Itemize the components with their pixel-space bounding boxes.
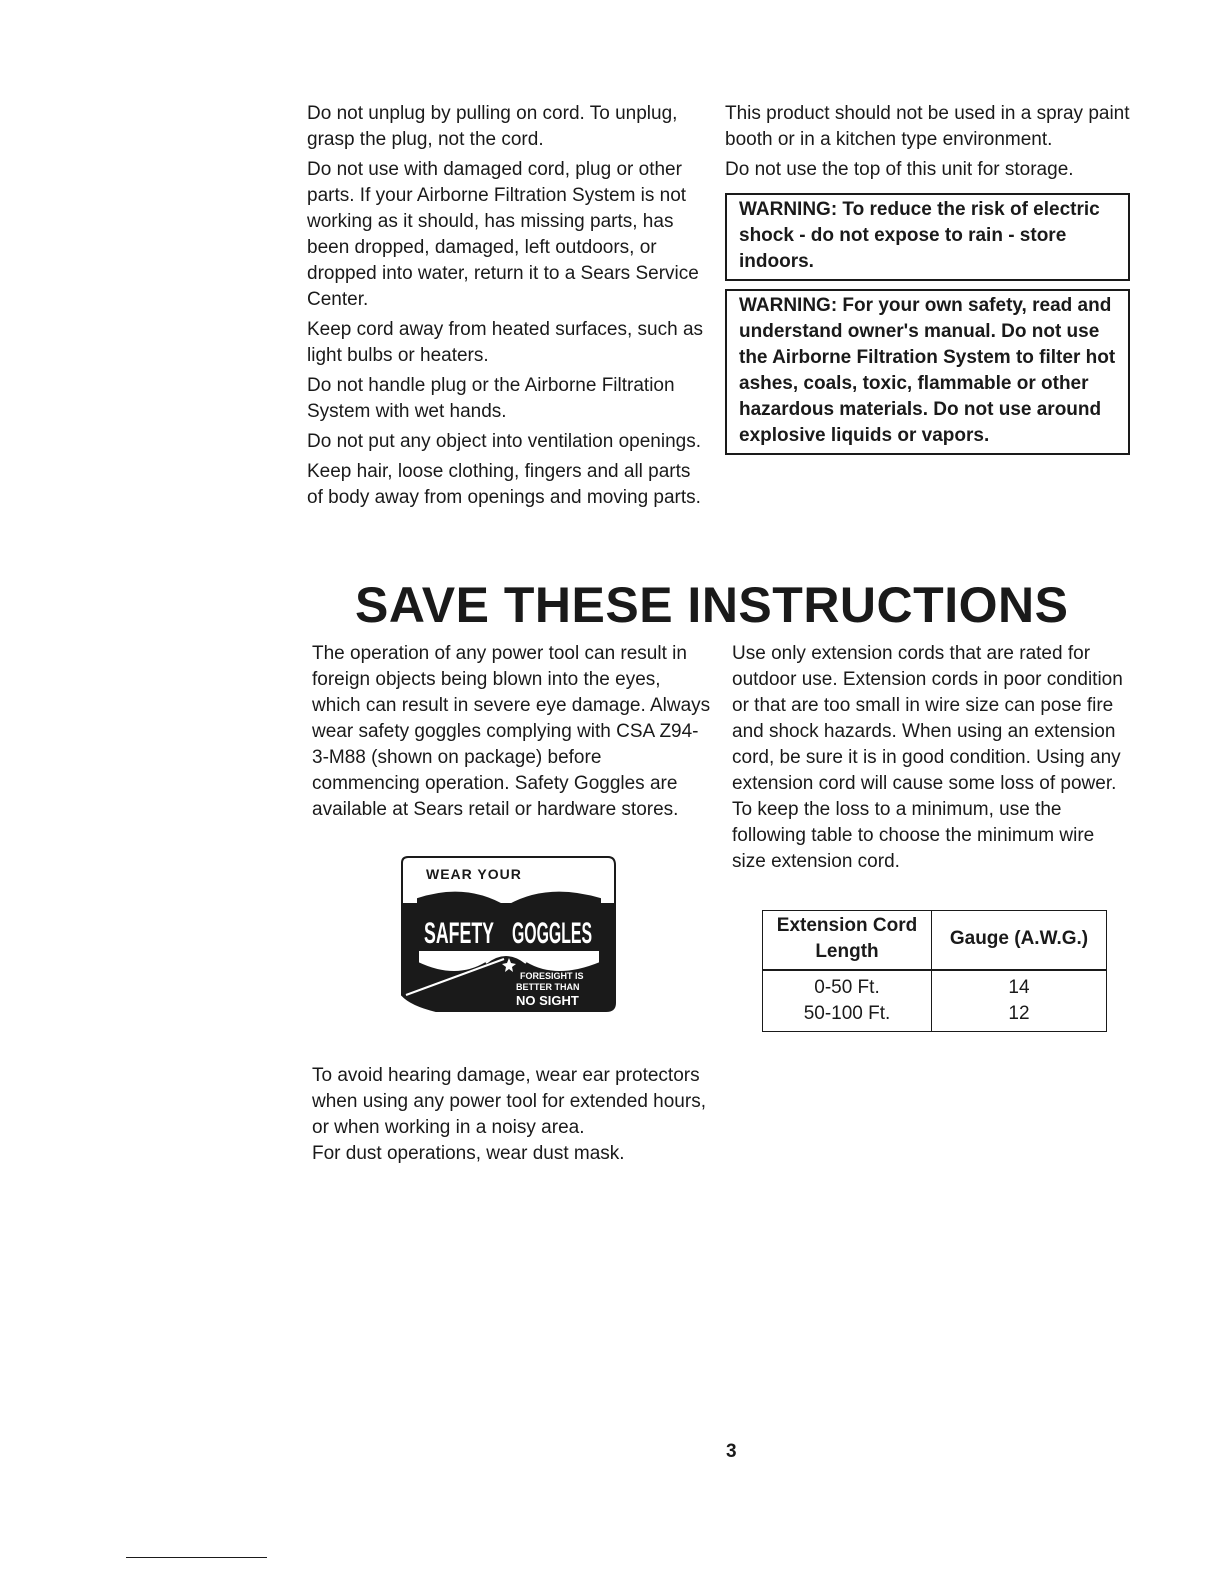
logo-slogan-line-3: NO SIGHT — [516, 993, 579, 1008]
safety-goggles-logo — [396, 855, 619, 1015]
paragraph-safety-goggles: The operation of any power tool can result in foreign objects being blown into the eyes, which can result in severe eye damage. Always wear safety goggles complying with CSA Z94-3-M88 (shown on package) before commencing operation. Safety Goggles are available at Sears retail or hardware stores. — [312, 643, 711, 820]
paragraph-damaged-cord: Do not use with damaged cord, plug or other parts. If your Airborne Filtration System is not working as it should, has missing parts, has been dropped, damaged, left outdoors, or dropped into water, return it to a Sears Service Center. — [307, 159, 699, 310]
cell-length: 50-100 Ft. — [763, 1001, 932, 1032]
logo-safety-text: SAFETY — [424, 917, 494, 950]
paragraph-spray-booth: This product should not be used in a spray paint booth or in a kitchen type environment. — [725, 103, 1130, 150]
logo-slogan-line-1: FORESIGHT IS — [520, 971, 584, 981]
logo-goggles-text: GOGGLES — [512, 917, 592, 950]
paragraph-moving-parts: Keep hair, loose clothing, fingers and all parts of body away from openings and moving parts. — [307, 461, 701, 508]
logo-slogan-line-2: BETTER THAN — [516, 982, 580, 992]
top-left-column — [307, 101, 707, 515]
cell-gauge: 14 — [932, 970, 1107, 1001]
bottom-right-column — [732, 641, 1127, 879]
paragraph-storage: Do not use the top of this unit for storage. — [725, 159, 1074, 180]
top-right-column — [725, 101, 1130, 463]
header-extension-cord-length: Extension Cord Length — [763, 911, 932, 971]
paragraph-dust-mask: For dust operations, wear dust mask. — [312, 1143, 625, 1164]
paragraph-ventilation: Do not put any object into ventilation openings. — [307, 431, 701, 452]
save-instructions-heading: SAVE THESE INSTRUCTIONS — [355, 577, 1069, 633]
cell-length: 0-50 Ft. — [763, 970, 932, 1001]
table-row — [763, 1001, 1107, 1032]
paragraph-wet-hands: Do not handle plug or the Airborne Filtration System with wet hands. — [307, 375, 675, 422]
paragraph-hearing: To avoid hearing damage, wear ear protectors when using any power tool for extended hours, or when working in a noisy area. — [312, 1065, 706, 1138]
extension-cord-table — [762, 910, 1107, 1032]
table-header-row — [763, 911, 1107, 971]
paragraph-heated-surfaces: Keep cord away from heated surfaces, such as light bulbs or heaters. — [307, 319, 704, 366]
footer-divider — [126, 1557, 267, 1558]
page-number: 3 — [726, 1441, 737, 1462]
paragraph-unplug: Do not unplug by pulling on cord. To unplug, grasp the plug, not the cord. — [307, 103, 678, 150]
warning-box-owners-manual: WARNING: For your own safety, read and understand owner's manual. Do not use the Airborne Filtration System to filter hot ashes, coals, toxic, flammable or other hazardous materials. Do not use around explosive liquids or vapors. — [725, 289, 1130, 455]
paragraph-extension-cords: Use only extension cords that are rated for outdoor use. Extension cords in poor condition or that are too small in wire size can pose fire and shock hazards. When using an extension cord, be sure it is in good condition. Using any extension cord will cause some loss of power. To keep the loss to a minimum, use the following table to choose the minimum wire size extension cord. — [732, 643, 1123, 872]
warning-box-electric-shock: WARNING: To reduce the risk of electric shock - do not expose to rain - store indoors. — [725, 193, 1130, 281]
header-gauge: Gauge (A.W.G.) — [932, 911, 1107, 971]
table-row — [763, 970, 1107, 1001]
logo-top-text: WEAR YOUR — [426, 866, 522, 882]
cell-gauge: 12 — [932, 1001, 1107, 1032]
